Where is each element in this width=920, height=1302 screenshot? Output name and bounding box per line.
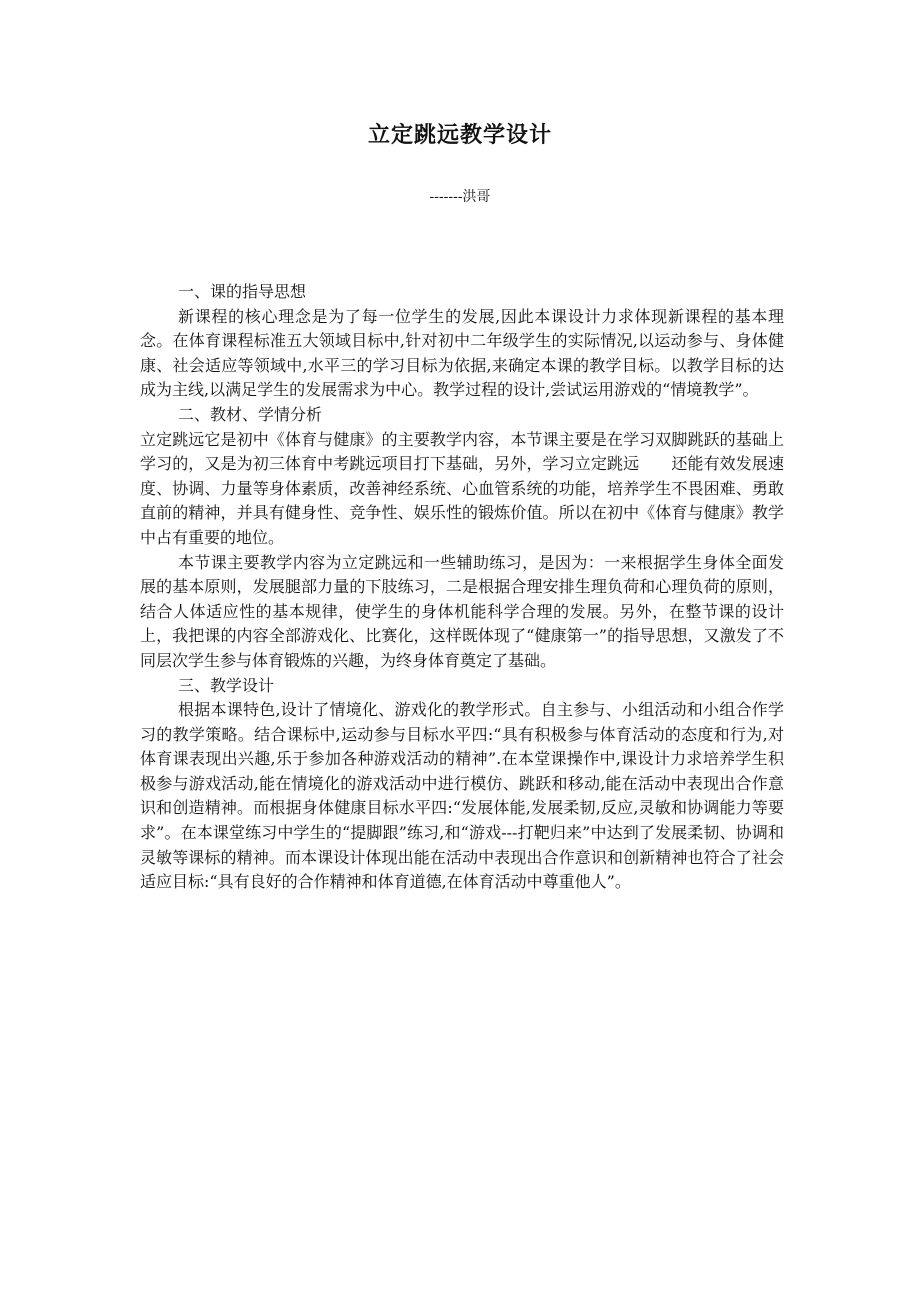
section-2-paragraph-2: 本节课主要教学内容为立定跳远和一些辅助练习，是因为：一来根据学生身体全面发展的基本原则，发展腿部力量的下肢练习，二是根据合理安排生理负荷和心理负荷的原则，结合人体适应性的基本规律，使学生的身体机能科学合理的发展。另外，在整节课的设计上，我把课的内容全部游戏化、比赛化，这样既体现了“健康第一”的指导思想，又激发了不同层次学生参与体育锻炼的兴趣，为终身体育奠定了基础。 (140, 552, 784, 670)
section-3-paragraph-1: 根据本课特色,设计了情境化、游戏化的教学形式。自主参与、小组活动和小组合作学习的教学策略。结合课标中,运动参与目标水平四:“具有积极参与体育活动的态度和行为,对体育课表现出兴趣,乐于参加各种游戏活动的精神”.在本堂课操作中,课设计力求培养学生积极参与游戏活动,能在情境化的游戏活动中进行模仿、跳跃和移动,能在活动中表现出合作意识和创造精神。而根据身体健康目标水平四:“发展体能,发展柔韧,反应,灵敏和协调能力等要求”。在本课堂练习中学生的“提脚跟”练习,和“游戏---打靶归来”中达到了发展柔韧、协调和灵敏等课标的精神。而本课设计体现出能在活动中表现出合作意识和创新精神也符合了社会适应目标:“具有良好的合作精神和体育道德,在体育活动中尊重他人”。 (140, 700, 784, 892)
section-heading-2: 二、教材、学情分析 (178, 404, 323, 424)
section-1-paragraph-1: 新课程的核心理念是为了每一位学生的发展,因此本课设计力求体现新课程的基本理念。在体育课程标准五大领域目标中,针对初中二年级学生的实际情况,以运动参与、身体健康、社会适应等领域中,水平三的学习目标为依据,来确定本课的教学目标。以教学目标的达成为主线,以满足学生的发展需求为中心。教学过程的设计,尝试运用游戏的“情境教学”。 (140, 306, 784, 400)
section-heading-3: 三、教学设计 (178, 675, 275, 695)
document-author: -------洪哥 (429, 189, 491, 205)
section-2-paragraph-1: 立定跳远它是初中《体育与健康》的主要教学内容，本节课主要是在学习双脚跳跃的基础上学习的，又是为初三体育中考跳远项目打下基础，另外，学习立定跳远 还能有效发展速度、协调、力量等身体素质，改善神经系统、心血管系统的功能，培养学生不畏困难、勇敢直前的精神，并具有健身性、竞争性、娱乐性的锻炼价值。所以在初中《体育与健康》教学中占有重要的地位。 (140, 429, 784, 547)
section-heading-1: 一、课的指导思想 (178, 282, 307, 301)
document-title: 立定跳远教学设计 (367, 122, 552, 148)
document-body (140, 280, 784, 895)
